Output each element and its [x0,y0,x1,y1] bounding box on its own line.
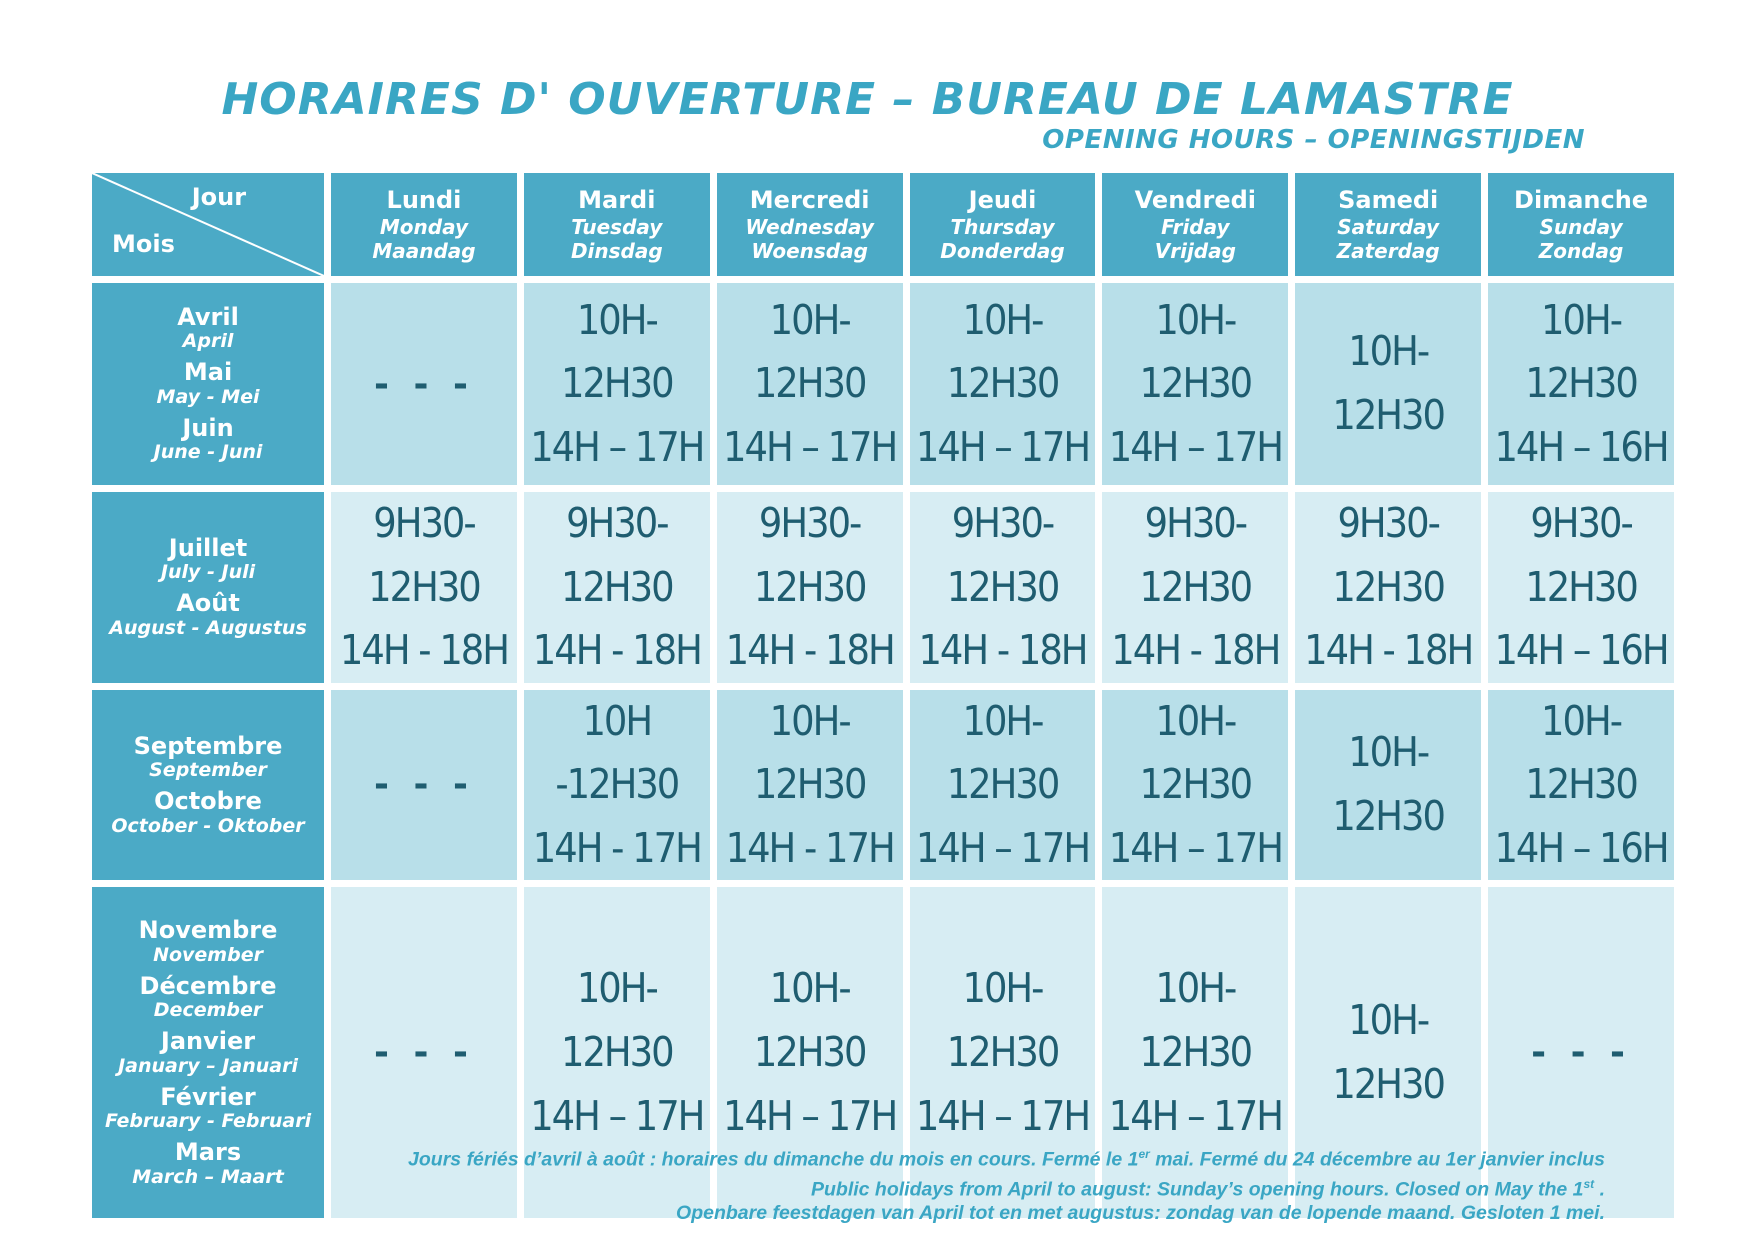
morning-hours: 10H-12H30 [1525,696,1637,809]
day-header-wednesday [717,173,903,276]
afternoon-hours: 14H - 18H [1304,626,1473,675]
day-header-sunday [1488,173,1674,276]
corner-month-label: Mois [112,230,175,258]
month-name: Avril [177,302,239,331]
morning-hours: 10H-12H30 [1332,327,1444,439]
month-translation: January – Januari [118,1054,298,1077]
hours-cell [1102,690,1288,881]
corner-cell [92,173,324,276]
morning-hours: 9H30-12H30 [368,499,480,611]
note-fr [408,1142,1605,1172]
day-name-en: Wednesday [745,214,874,239]
afternoon-hours: 14H – 16H [1494,626,1668,675]
hours-cell [1102,283,1288,485]
afternoon-hours: 14H - 18H [1111,626,1280,675]
morning-hours: 10H-12H30 [561,295,673,408]
month-name: Octobre [154,786,262,815]
month-translation: June - Juni [153,441,263,464]
table-row-apr-jun [92,283,1674,485]
closed-mark: - - - [374,1032,474,1074]
day-name-nl: Woensdag [751,238,868,263]
day-name-en: Friday [1161,214,1230,239]
morning-hours: 10H-12H30 [1139,295,1252,408]
afternoon-hours: 14H - 17H [532,823,701,872]
day-name-fr: Samedi [1338,186,1439,215]
afternoon-hours: 14H – 17H [1108,1091,1282,1140]
closed-mark: - - - [1531,1032,1631,1074]
afternoon-hours: 14H - 18H [532,626,701,675]
closed-mark: - - - [374,764,474,806]
day-name-nl: Vrijdag [1154,238,1236,263]
morning-hours: 9H30-12H30 [1525,499,1637,611]
afternoon-hours: 14H – 17H [915,1091,1090,1140]
morning-hours: 10H-12H30 [1332,728,1444,840]
month-translation: February - Februari [104,1110,312,1133]
page-subtitle: OPENING HOURS – OPENINGSTIJDEN [1042,125,1585,155]
month-cell [92,690,324,881]
morning-hours: 10H-12H30 [946,696,1059,809]
month-name: Juin [182,413,234,442]
schedule-table [85,166,1681,1225]
note-fr-part2: mai. Fermé du 24 décembre au 1er janvier inclus [1149,1148,1605,1171]
note-fr-sup: er [1138,1147,1150,1161]
day-name-fr: Lundi [386,186,462,215]
month-translation: March – Maart [132,1165,284,1188]
hours-cell [524,492,710,683]
morning-hours: 9H30-12H30 [753,499,866,611]
note-fr-part1: Jours fériés d’avril à août : horaires du dimanche du mois en cours. Fermé le 1 [408,1148,1139,1171]
day-name-en: Sunday [1539,214,1623,239]
note-en-part1: Public holidays from April to august: Sunday’s opening hours. Closed on May the 1 [810,1178,1584,1200]
hours-cell [910,690,1096,881]
afternoon-hours: 14H – 16H [1494,422,1668,471]
month-name: Décembre [139,971,277,1000]
day-name-fr: Mardi [578,186,656,215]
note-nl: Openbare feestdagen van April tot en met augustus: zondag van de lopende maand. Gesloten 1 mei. [676,1202,1605,1224]
afternoon-hours: 14H - 18H [725,626,894,675]
day-name-nl: Zaterdag [1336,238,1440,263]
afternoon-hours: 14H – 17H [1108,823,1282,872]
hours-cell [1295,283,1481,485]
hours-cell [1295,492,1481,683]
day-name-nl: Dinsdag [570,238,663,263]
month-translation: April [182,330,234,353]
month-translation: October - Oktober [111,814,305,837]
afternoon-hours: 14H – 17H [1108,422,1282,471]
hours-cell [910,492,1096,683]
header-row [92,173,1674,276]
closed-mark: - - - [374,363,474,405]
day-name-en: Thursday [950,214,1055,239]
afternoon-hours: 14H – 17H [915,422,1090,471]
afternoon-hours: 14H – 17H [915,823,1090,872]
day-name-nl: Maandag [372,238,476,263]
table-row-jul-aug [92,492,1674,683]
morning-hours: 10H-12H30 [1332,996,1444,1108]
note-en-sup: st [1583,1176,1595,1191]
hours-cell [1488,492,1674,683]
afternoon-hours: 14H – 17H [530,1091,704,1140]
day-name-fr: Vendredi [1134,186,1256,215]
morning-hours: 10H-12H30 [946,295,1059,408]
month-translation: December [153,999,263,1022]
hours-cell [717,283,903,485]
day-name-nl: Donderdag [940,238,1065,263]
morning-hours: 10H-12H30 [946,964,1059,1076]
hours-cell [524,283,710,485]
morning-hours: 9H30-12H30 [1139,499,1252,611]
morning-hours: 10H -12H30 [555,696,679,809]
hours-cell [1102,492,1288,683]
month-cell [92,283,324,485]
morning-hours: 10H-12H30 [1139,964,1252,1076]
day-name-fr: Jeudi [968,186,1037,215]
month-name: Août [176,589,240,618]
day-header-friday [1102,173,1288,276]
month-translation: May - Mei [156,385,260,408]
morning-hours: 9H30-12H30 [561,499,673,611]
day-header-tuesday [524,173,710,276]
day-name-fr: Dimanche [1514,186,1649,215]
hours-cell [1295,690,1481,881]
month-translation: November [153,943,263,966]
month-name: Janvier [160,1027,256,1056]
afternoon-hours: 14H - 17H [725,823,894,872]
hours-cell [1488,690,1674,881]
hours-cell [331,492,517,683]
note-en-part2: . [1594,1178,1605,1200]
afternoon-hours: 14H - 18H [339,626,509,675]
day-name-nl: Zondag [1538,238,1624,263]
month-cell [92,887,324,1218]
month-name: Février [160,1082,256,1111]
hours-cell [331,690,517,881]
month-name: Novembre [138,916,278,945]
month-translation: July - Juli [160,561,256,584]
corner-day-label: Jour [191,183,247,211]
hours-cell [717,690,903,881]
morning-hours: 10H-12H30 [1525,295,1637,408]
morning-hours: 10H-12H30 [753,964,866,1076]
day-header-thursday [910,173,1096,276]
afternoon-hours: 14H – 17H [723,1091,897,1140]
hours-cell [1488,283,1674,485]
month-name: Mars [174,1137,242,1166]
day-name-en: Monday [379,214,469,239]
month-name: Juillet [168,533,248,562]
hours-cell [524,690,710,881]
morning-hours: 10H-12H30 [753,696,866,809]
day-name-fr: Mercredi [749,186,870,215]
morning-hours: 10H-12H30 [1139,696,1252,809]
morning-hours: 9H30-12H30 [946,499,1059,611]
day-name-en: Tuesday [571,214,663,239]
morning-hours: 10H-12H30 [753,295,866,408]
afternoon-hours: 14H - 18H [918,626,1087,675]
morning-hours: 9H30-12H30 [1332,499,1444,611]
holiday-notes [408,1142,1605,1225]
day-name-en: Saturday [1337,214,1440,239]
morning-hours: 10H-12H30 [561,964,673,1076]
month-translation: September [149,759,267,782]
note-en [408,1172,1605,1202]
hours-cell [717,492,903,683]
month-translation: August - Augustus [109,616,307,639]
day-header-saturday [1295,173,1481,276]
table-row-sep-oct [92,690,1674,881]
month-name: Mai [183,358,233,387]
hours-cell [331,283,517,485]
month-cell [92,492,324,683]
month-name: Septembre [133,731,283,760]
afternoon-hours: 14H – 16H [1494,823,1668,872]
page-title: HORAIRES D' OUVERTURE – BUREAU DE LAMASTRE [221,74,1514,125]
day-header-monday [331,173,517,276]
hours-cell [910,283,1096,485]
afternoon-hours: 14H – 17H [723,422,897,471]
afternoon-hours: 14H – 17H [530,422,704,471]
